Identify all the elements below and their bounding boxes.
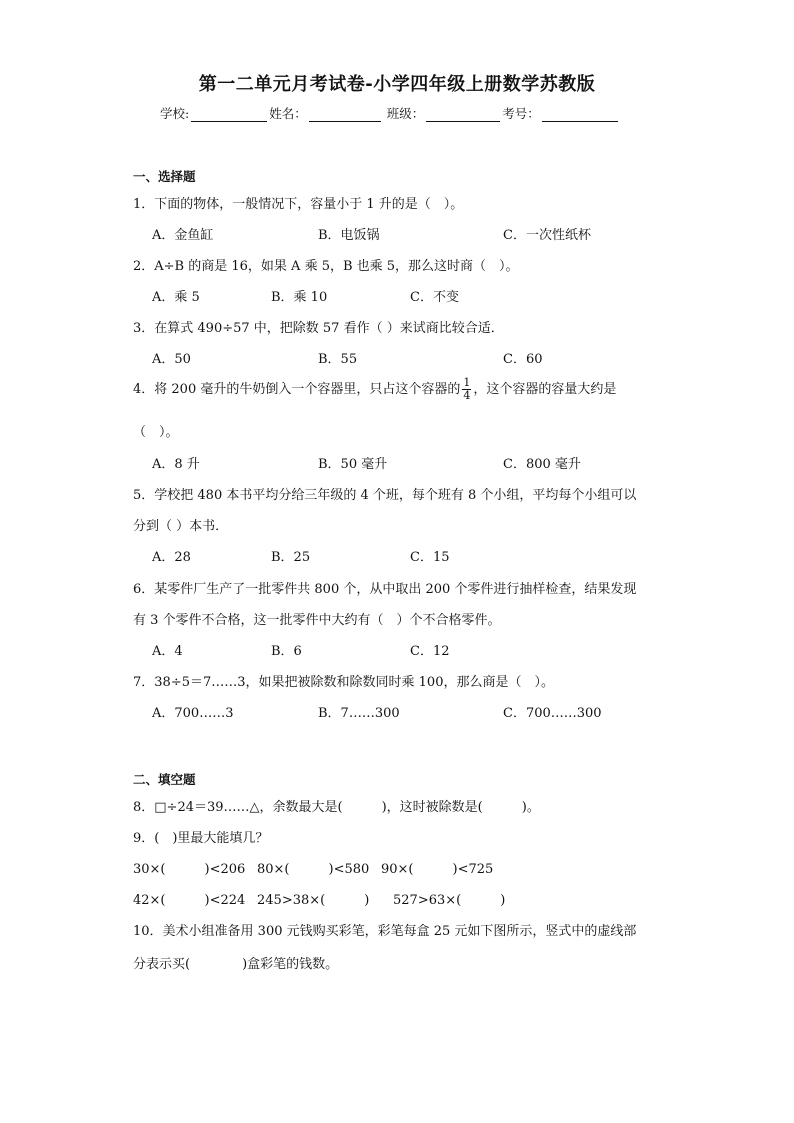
q7-option-c[interactable]: C．700……300 bbox=[503, 706, 602, 721]
fraction-numerator: 1 bbox=[463, 376, 471, 389]
q6-option-a[interactable]: A．4 bbox=[152, 644, 183, 659]
q5-option-c[interactable]: C．15 bbox=[410, 550, 450, 565]
q6-option-b[interactable]: B．6 bbox=[271, 644, 302, 659]
class-label: 班级： bbox=[386, 106, 425, 121]
q2-option-c[interactable]: C．不变 bbox=[410, 290, 459, 305]
question-6-line2: 有 3 个零件不合格，这一批零件中大约有（ ）个不合格零件。 bbox=[133, 613, 501, 628]
q9-item[interactable]: 30×( )<206 bbox=[133, 862, 246, 877]
q1-option-c[interactable]: C．一次性纸杯 bbox=[503, 228, 591, 243]
q2-option-b[interactable]: B．乘 10 bbox=[271, 290, 328, 305]
q9-item[interactable]: 42×( )<224 bbox=[133, 893, 246, 908]
q9-item[interactable]: 245>38×( ) bbox=[257, 893, 370, 908]
question-5: 5．学校把 480 本书平均分给三年级的 4 个班，每个班有 8 个小组，平均每个小组可以 bbox=[133, 488, 637, 503]
question-2: 2．A÷B 的商是 16，如果 A 乘 5，B 也乘 5，那么这时商（ ）。 bbox=[133, 259, 519, 274]
class-blank[interactable] bbox=[426, 107, 500, 122]
q9-item[interactable]: 80×( )<580 bbox=[257, 862, 370, 877]
question-10: 10．美术小组准备用 300 元钱购买彩笔，彩笔每盒 25 元如下图所示，竖式中的虚线部 bbox=[133, 924, 637, 939]
q3-option-b[interactable]: B．55 bbox=[318, 352, 358, 367]
question-8: 8．□÷24＝39……△，余数最大是( )，这时被除数是( )。 bbox=[133, 800, 540, 815]
number-label: 考号： bbox=[502, 106, 540, 121]
q4-text-before: 4．将 200 毫升的牛奶倒入一个容器里，只占这个容器的 bbox=[133, 382, 461, 397]
q7-option-a[interactable]: A．700……3 bbox=[152, 706, 234, 721]
question-4 bbox=[133, 377, 616, 402]
q5-option-b[interactable]: B．25 bbox=[271, 550, 311, 565]
question-3: 3．在算式 490÷57 中，把除数 57 看作（ ）来试商比较合适． bbox=[133, 321, 504, 336]
q6-option-c[interactable]: C．12 bbox=[410, 644, 450, 659]
name-label: 姓名： bbox=[269, 106, 307, 121]
question-10-line2: 分表示买( )盒彩笔的钱数。 bbox=[133, 957, 339, 972]
q2-option-a[interactable]: A．乘 5 bbox=[152, 290, 200, 305]
name-blank[interactable] bbox=[309, 107, 381, 122]
school-label: 学校: bbox=[160, 106, 190, 121]
q1-option-b[interactable]: B．电饭锅 bbox=[318, 228, 380, 243]
q4-option-b[interactable]: B．50 毫升 bbox=[318, 457, 388, 472]
question-7: 7．38÷5＝7……3，如果把被除数和除数同时乘 100，那么商是（ ）。 bbox=[133, 675, 554, 690]
page-title: 第一二单元月考试卷-小学四年级上册数学苏教版 bbox=[198, 74, 596, 95]
q7-option-b[interactable]: B．7……300 bbox=[318, 706, 400, 721]
section-heading-fill: 二、填空题 bbox=[133, 772, 196, 787]
student-info-line bbox=[160, 104, 620, 122]
number-blank[interactable] bbox=[542, 107, 618, 122]
q4-option-a[interactable]: A．8 升 bbox=[152, 457, 200, 472]
school-blank[interactable] bbox=[191, 107, 267, 122]
question-5-line2: 分到（ ）本书． bbox=[133, 519, 229, 534]
fraction-denominator: 4 bbox=[463, 389, 471, 402]
section-heading-choice: 一、选择题 bbox=[133, 169, 196, 184]
q4-option-c[interactable]: C．800 毫升 bbox=[503, 457, 581, 472]
q3-option-c[interactable]: C．60 bbox=[503, 352, 543, 367]
question-1: 1．下面的物体，一般情况下，容量小于 1 升的是（ ）。 bbox=[133, 197, 464, 212]
q3-option-a[interactable]: A．50 bbox=[152, 352, 191, 367]
q1-option-a[interactable]: A．金鱼缸 bbox=[152, 228, 214, 243]
q4-text-after: ，这个容器的容量大约是 bbox=[473, 382, 617, 397]
question-6: 6．某零件厂生产了一批零件共 800 个，从中取出 200 个零件进行抽样检查，结果发现 bbox=[133, 582, 637, 597]
fraction bbox=[462, 377, 471, 402]
q9-item[interactable]: 90×( )<725 bbox=[381, 862, 494, 877]
question-9: 9．( )里最大能填几？ bbox=[133, 831, 269, 846]
question-4-line2: （ ）。 bbox=[133, 425, 179, 440]
q9-item[interactable]: 527>63×( ) bbox=[393, 893, 506, 908]
q5-option-a[interactable]: A．28 bbox=[152, 550, 191, 565]
